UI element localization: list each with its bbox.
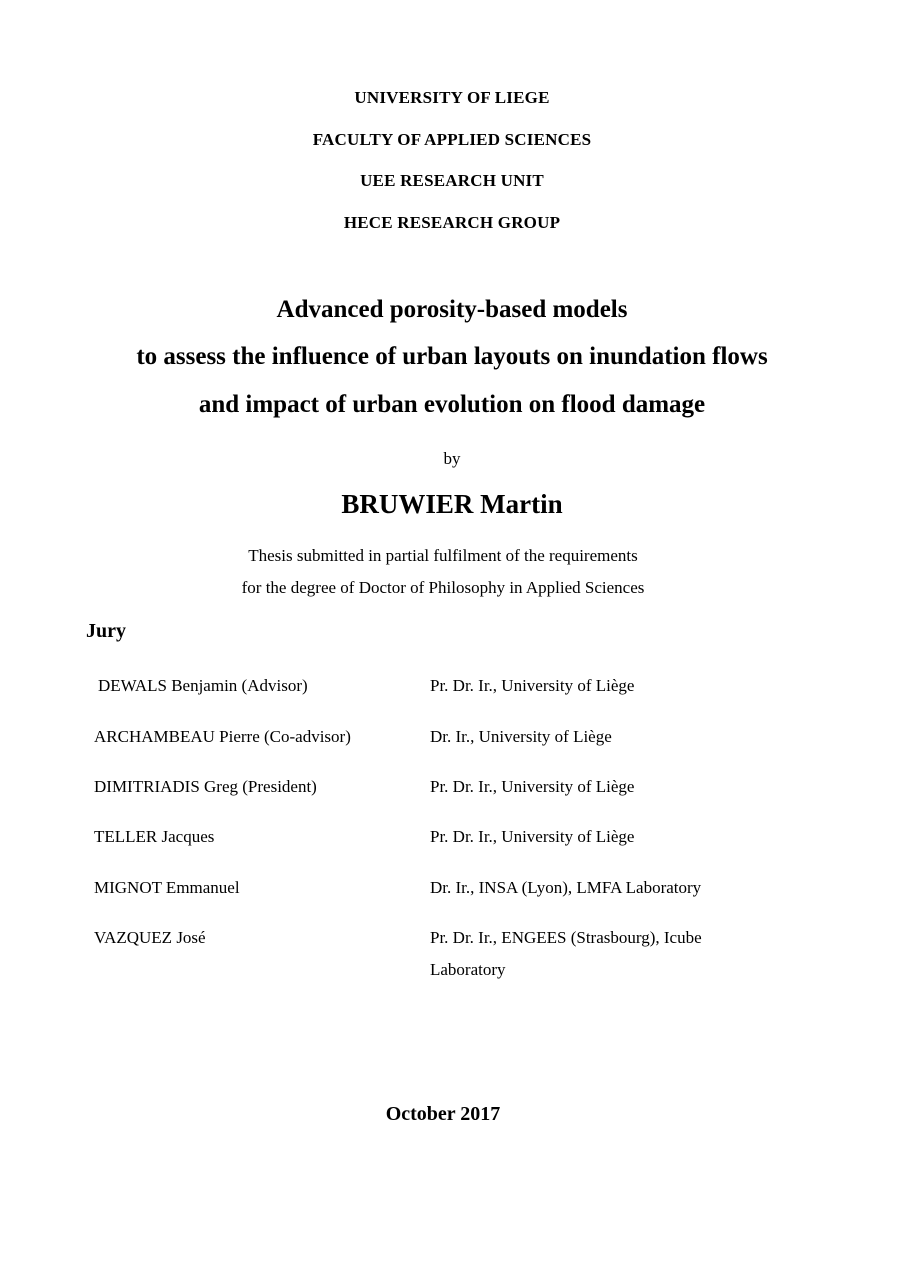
faculty-name: FACULTY OF APPLIED SCIENCES bbox=[312, 130, 592, 149]
jury-member-name: ARCHAMBEAU Pierre (Co-advisor) bbox=[94, 727, 351, 746]
jury-member-role: Pr. Dr. Ir., University of Liège bbox=[430, 827, 635, 846]
research-group: HECE RESEARCH GROUP bbox=[343, 213, 561, 232]
thesis-statement-line-2: for the degree of Doctor of Philosophy in Applied Sciences bbox=[241, 578, 645, 597]
jury-member-name: TELLER Jacques bbox=[94, 827, 215, 846]
author-name: BRUWIER Martin bbox=[341, 489, 563, 519]
jury-member-role: Dr. Ir., INSA (Lyon), LMFA Laboratory bbox=[430, 878, 702, 897]
jury-member-role: Pr. Dr. Ir., ENGEES (Strasbourg), Icube Laboratory bbox=[430, 928, 702, 979]
by-label: by bbox=[443, 449, 461, 468]
jury-member-role: Dr. Ir., University of Liège bbox=[430, 727, 612, 746]
jury-member-name: DEWALS Benjamin (Advisor) bbox=[98, 676, 308, 695]
thesis-title-line-2: to assess the influence of urban layouts on inundation flows bbox=[136, 343, 768, 370]
jury-member-role: Pr. Dr. Ir., University of Liège bbox=[430, 777, 635, 796]
jury-member-name: MIGNOT Emmanuel bbox=[94, 878, 240, 897]
research-unit: UEE RESEARCH UNIT bbox=[360, 171, 544, 190]
jury-member-name: DIMITRIADIS Greg (President) bbox=[94, 777, 317, 796]
thesis-title-line-3: and impact of urban evolution on flood damage bbox=[198, 391, 706, 418]
jury-member-name: VAZQUEZ José bbox=[94, 928, 206, 947]
submission-date: October 2017 bbox=[385, 1103, 501, 1125]
thesis-statement-line-1: Thesis submitted in partial fulfilment of the requirements bbox=[248, 546, 638, 565]
university-name: UNIVERSITY OF LIEGE bbox=[354, 88, 550, 107]
jury-heading: Jury bbox=[86, 620, 126, 642]
thesis-title-line-1: Advanced porosity-based models bbox=[276, 296, 628, 323]
jury-member-role: Pr. Dr. Ir., University of Liège bbox=[430, 676, 635, 695]
